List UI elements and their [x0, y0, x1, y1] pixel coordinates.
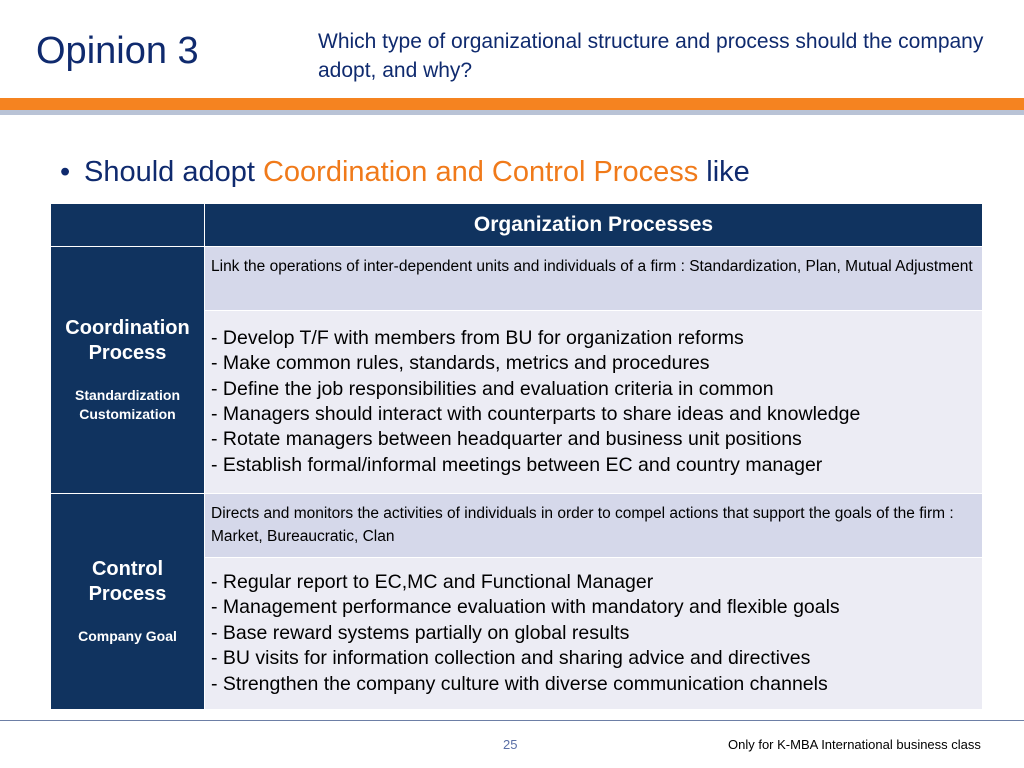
coordination-subtype: Customization [79, 406, 176, 422]
footer-divider [0, 720, 1024, 721]
coordination-label-cell [51, 247, 205, 494]
bullet-highlight: Coordination and Control Process [262, 156, 699, 188]
list-item: - Base reward systems partially on global results [211, 621, 630, 644]
control-definition: Directs and monitors the activities of individuals in order to compel actions that support the goals of the firm : Market, Bureaucratic, Clan [205, 494, 983, 558]
coordination-subtype: Standardization [74, 387, 180, 403]
list-item: - Rotate managers between headquarter and business unit positions [211, 428, 802, 451]
table-header-row [51, 204, 983, 247]
header-divider [0, 110, 1024, 115]
table-header: Organization Processes [205, 204, 983, 247]
list-item: - Management performance evaluation with mandatory and flexible goals [211, 596, 840, 619]
coordination-actions [205, 311, 983, 494]
list-item: - Define the job responsibilities and evaluation criteria in common [211, 377, 774, 400]
control-actions [205, 558, 983, 710]
list-item: - Make common rules, standards, metrics and procedures [211, 352, 710, 375]
slide-question: Which type of organizational structure and process should the company adopt, and why? [318, 30, 984, 82]
bullet-icon: • [60, 156, 71, 188]
organization-processes-table [50, 203, 983, 710]
header-accent-bar [0, 98, 1024, 110]
list-item: - Strengthen the company culture with diverse communication channels [211, 672, 828, 695]
coordination-definition: Link the operations of inter-dependent units and individuals of a firm : Standardization, Plan, Mutual Adjustment [205, 247, 983, 311]
control-process-name: Control Process [88, 558, 167, 605]
list-item: - Regular report to EC,MC and Functional Manager [211, 570, 654, 593]
bullet-suffix: like [698, 156, 750, 188]
footer-note: Only for K-MBA International business class [728, 737, 981, 752]
coordination-process-name: Coordination Process [65, 317, 190, 364]
list-item: - Establish formal/informal meetings between EC and country manager [211, 453, 823, 476]
coordination-definition-row [51, 247, 983, 311]
coordination-subtypes [51, 386, 204, 424]
bullet-point [60, 156, 750, 189]
control-label-cell [51, 494, 205, 710]
list-item: - Develop T/F with members from BU for organization reforms [211, 326, 744, 349]
list-item: - Managers should interact with counterparts to share ideas and knowledge [211, 403, 861, 425]
control-definition-row [51, 494, 983, 558]
list-item: - BU visits for information collection and sharing advice and directives [211, 647, 811, 670]
page-number: 25 [503, 737, 518, 752]
control-subtype: Company Goal [78, 628, 177, 644]
table-corner-cell [51, 204, 205, 247]
bullet-prefix: Should adopt [84, 156, 263, 188]
slide-title: Opinion 3 [36, 30, 199, 72]
